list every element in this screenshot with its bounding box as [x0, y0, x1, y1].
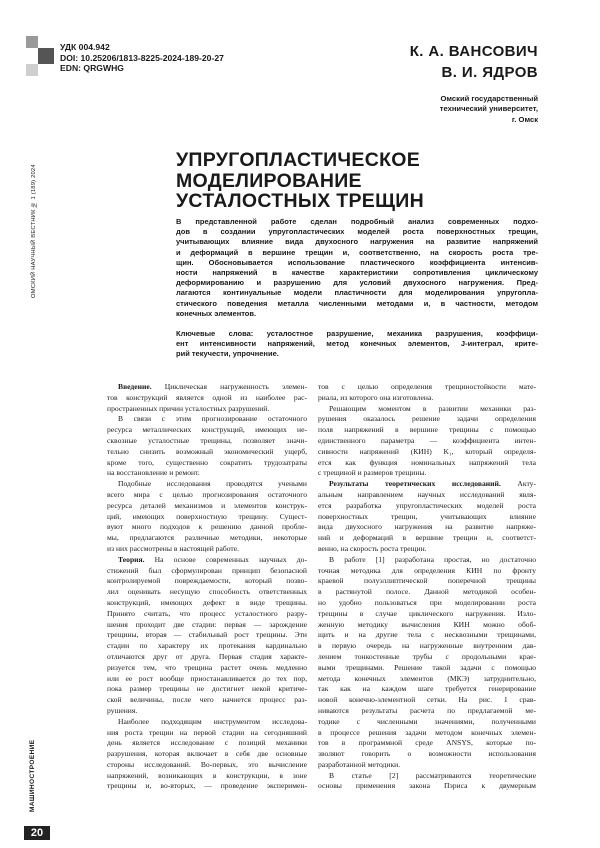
line-text: ниваются результаты расчета по предлагаемой ме- — [318, 705, 536, 715]
body-text-line — [318, 447, 536, 458]
line-text: кроме того, существенно сократить трудозатраты — [107, 457, 307, 467]
line-text: Акту- — [500, 479, 536, 489]
udk-code: УДК 004.942 — [60, 42, 110, 52]
line-text: Решающим моментом в развитии механики раз- — [329, 403, 536, 413]
abstract-line: учитывающих влияние вида двухосного нагружения на развитие напряжений — [176, 237, 538, 247]
abstract-line: стического поведения металла численными методами и, в частности, методом — [176, 298, 538, 308]
line-text: выми трещинами. Решение такой задачи с помощью — [318, 662, 536, 672]
author-name: В. И. ЯДРОВ — [441, 64, 538, 81]
body-text-line — [107, 501, 307, 512]
abstract-line: ности напряжений в качестве характеристики сопротивления циклическому — [176, 268, 538, 278]
line-text: контролируемой повреждаемости, который позво- — [107, 576, 307, 586]
line-text: В статье [2] рассматриваются теоретические — [329, 770, 536, 780]
line-text: новой конечно-элементной сетки. На рис. 1 срав- — [318, 695, 536, 705]
body-text-line — [318, 566, 536, 577]
body-text-line — [107, 544, 307, 555]
body-text-line — [318, 598, 536, 609]
corner-decor-square — [38, 48, 54, 64]
body-text-line — [318, 771, 536, 782]
body-text-line — [318, 522, 536, 533]
body-text-line — [318, 382, 536, 393]
line-text: точная методика для определения КИН по фронту — [318, 565, 536, 575]
section-running-head: МАШИНОСТРОЕНИЕ — [29, 739, 36, 812]
edn-code: EDN: QRGWHG — [60, 63, 124, 74]
page-number: 20 — [24, 826, 50, 840]
line-text: всего мира с целью прогнозирования остаточного — [107, 489, 307, 499]
body-text-line — [318, 555, 536, 566]
title-line: МОДЕЛИРОВАНИЕ — [176, 169, 362, 192]
line-text: рушения оказалось решение задачи определения — [318, 414, 536, 424]
body-text-line — [318, 393, 536, 404]
body-text-line — [107, 468, 307, 479]
body-text-line — [107, 749, 307, 760]
line-text: В работе [1] разработана простая, но достаточно — [329, 554, 536, 564]
line-text: стадии по характеру их протекания кардинально — [107, 641, 307, 651]
abstract-line: лагаются континуальные модели пластичности для моделирования упругопла- — [176, 288, 538, 298]
affiliation-line: технический университет, — [439, 104, 538, 114]
line-text: из них рассмотрены в настоящей работе. — [107, 543, 239, 553]
affiliation-line: г. Омск — [511, 114, 538, 124]
line-text: отличаются друг от друга. Первая стадия характе- — [107, 651, 307, 661]
body-text-line — [107, 566, 307, 577]
body-text-line — [107, 576, 307, 587]
line-text: мы, предлагаются различные методики, некоторые — [107, 533, 307, 543]
line-text: щить и на другие тела с несквозными трещинами, — [318, 630, 536, 640]
body-text-line — [107, 587, 307, 598]
line-text: тов с целью определения трещиностойкости мате- — [318, 382, 536, 391]
body-text-line — [318, 458, 536, 469]
body-text-line — [107, 436, 307, 447]
corner-decor-square — [26, 64, 38, 76]
line-text: ний и деформаций в вершине трещин и, соответст- — [318, 533, 536, 543]
body-text-line — [318, 609, 536, 620]
line-text: единственного параметра — коэффициента интен- — [318, 435, 536, 445]
line-text: альным направлением научных исследований явля- — [318, 489, 536, 499]
line-text: в первую очередь на нагруженные внутренним дав- — [318, 641, 536, 651]
body-text-line — [107, 695, 307, 706]
body-text-line — [318, 760, 536, 771]
line-text: зволяют говорить о возможности использования — [318, 749, 536, 759]
article-meta — [60, 42, 224, 74]
line-text: разрушения, которая включает в себя две основные — [107, 749, 307, 759]
line-text: ется разработка упругопластических моделей роста — [318, 500, 536, 510]
body-text-line — [318, 512, 536, 523]
abstract-line: В представленной работе сделан подробный анализ современных подхо- — [176, 217, 538, 226]
line-text: тодике с численными значениями, полученными — [318, 716, 536, 726]
section-heading: Теория. — [118, 554, 145, 564]
body-text-line — [107, 663, 307, 674]
line-text: пока размер трещины не достигнет некой критиче- — [107, 684, 307, 694]
line-text: ресурса деталей механизмов и элементов конструк- — [107, 500, 307, 510]
body-text-line — [107, 490, 307, 501]
body-text-line — [107, 512, 307, 523]
line-text: рушения. — [107, 705, 138, 715]
author-name: К. А. ВАНСОВИЧ — [409, 43, 538, 60]
body-text-line — [107, 425, 307, 436]
line-text: Наиболее подходящим инструментом исследова- — [118, 716, 307, 726]
line-text: Принято считать, что процесс усталостного разру- — [107, 608, 307, 618]
section-heading-line — [107, 555, 307, 566]
line-text: тельно снизить возможный экономический ущерб, — [107, 446, 307, 456]
section-heading: Введение. — [118, 382, 152, 391]
body-text-line — [107, 706, 307, 717]
line-text: краевой полуэллиптической поперечной трещины — [318, 576, 536, 586]
abstract-line: дов в создании упругопластических моделей роста поверхностных трещин, — [176, 227, 538, 237]
line-text: поля напряжений в вершине трещины с помощью — [318, 425, 536, 435]
body-text-line — [318, 587, 536, 598]
body-text-line — [318, 436, 536, 447]
keywords — [176, 329, 538, 360]
abstract-line: деформированию и разрушению для условий двухосного нагружения. Пред- — [176, 278, 538, 288]
body-text-line — [107, 652, 307, 663]
doi-link[interactable]: DOI: 10.25206/1813-8225-2024-189-20-27 — [60, 52, 224, 63]
line-text: вида двухосного нагружения на развитие напряже- — [318, 522, 536, 532]
line-text: пространенных причин усталостных разрушений. — [107, 403, 270, 413]
body-text-line — [107, 522, 307, 533]
line-text: основы применения закона Пэриса к двумерным — [318, 781, 536, 791]
line-text: вуют много подходов к решению данной пробле- — [107, 522, 307, 532]
body-text-line — [107, 674, 307, 685]
body-text-line — [107, 771, 307, 782]
line-text: В связи с этим прогнозирование остаточного — [118, 414, 307, 424]
body-text-line — [107, 620, 307, 631]
keywords-line: рий текучести, упрочнение. — [176, 349, 279, 359]
body-text-line — [318, 695, 536, 706]
line-text: но удобно пользоваться при моделировании роста — [318, 597, 536, 607]
abstract — [176, 217, 538, 319]
line-text: венно, на скорость роста трещин. — [318, 543, 427, 553]
body-text-line — [318, 501, 536, 512]
body-text-line — [107, 598, 307, 609]
body-text-line — [318, 684, 536, 695]
line-text: поверхностных трещин, учитывающих влияние — [318, 511, 536, 521]
body-text-line — [318, 620, 536, 631]
title-line: УПРУГОПЛАСТИЧЕСКОЕ — [176, 149, 421, 171]
line-text: разработанной методики. — [318, 759, 401, 769]
line-text: стижений был сформулирован принцип безопасной — [107, 565, 307, 575]
body-text-line — [107, 458, 307, 469]
body-text-line — [318, 663, 536, 674]
author-list — [410, 41, 538, 83]
body-text-line — [107, 781, 307, 792]
body-text-line — [107, 641, 307, 652]
body-text-line — [318, 749, 536, 760]
line-text: шения проходит две стадии: первая — зарождение — [107, 619, 307, 629]
line-text: Подобные исследования проводятся учеными — [118, 479, 307, 489]
keywords-line: ент интенсивности напряжений, метод конечных элементов, J-интеграл, крите- — [176, 339, 538, 349]
line-text: ется как функция номинальных напряжений тела — [318, 457, 536, 467]
line-text: Циклическая нагруженность элемен- — [151, 382, 307, 391]
section-heading: Результаты теоретических исследований. — [329, 479, 501, 489]
body-text-line — [107, 760, 307, 771]
body-text-line — [107, 630, 307, 641]
line-text: трещины и, во-вторых, — проведение эксперимен- — [107, 781, 307, 791]
line-text: стороны исследований. Во-первых, это вычисление — [107, 759, 307, 769]
body-text-line — [318, 576, 536, 587]
abstract-line: конечных элементов. — [176, 308, 257, 318]
body-text-line — [318, 630, 536, 641]
line-text: на восстановление и ремонт. — [107, 468, 200, 478]
line-text: ризуется тем, что трещина растет очень медленно — [107, 662, 307, 672]
keywords-line: Ключевые слова: усталостное разрушение, механика разрушения, коэффици- — [176, 329, 538, 338]
body-text-line — [318, 544, 536, 555]
line-text: лил оценивать несущую способность ответственных — [107, 587, 307, 597]
body-text-line — [318, 404, 536, 415]
line-text: метода конечных элементов (МКЭ) затруднительно, — [318, 673, 536, 683]
article-title — [176, 150, 424, 212]
line-text: тов в программной среде ANSYS, которые по- — [318, 738, 536, 748]
abstract-line: щин. Обосновывается использование пластического коэффициента интенсив- — [176, 257, 538, 267]
body-text-line — [318, 728, 536, 739]
line-text: в растянутой полосе. Данной методикой особен- — [318, 587, 536, 597]
line-text: ресурса металлических конструкций, имеющих не- — [107, 425, 307, 435]
line-text: день является исследование с позиций механики — [107, 738, 307, 748]
line-text: ской величины, после чего начнется процесс раз- — [107, 695, 307, 705]
title-line: УСТАЛОСТНЫХ ТРЕЩИН — [176, 190, 424, 212]
line-text: трещины, вторая — стабильный рост трещины. Эти — [107, 630, 307, 640]
line-text: так как на каждом шаге требуется генерирование — [318, 684, 536, 694]
body-text-line — [107, 728, 307, 739]
line-text: сквозные усталостные трещины, позволяет значи- — [107, 435, 307, 445]
line-text: или ее рост вообще приостанавливается до тех пор, — [107, 673, 307, 683]
body-column-left — [107, 382, 307, 792]
body-text-line — [107, 447, 307, 458]
line-text: ций, имеющих поверхностную трещину. Сущест- — [107, 511, 307, 521]
body-text-line — [318, 414, 536, 425]
body-text-line — [318, 781, 536, 792]
body-text-line — [318, 425, 536, 436]
corner-decor-square — [26, 36, 38, 48]
body-text-line — [318, 738, 536, 749]
body-text-line — [318, 490, 536, 501]
line-text: в процессе решения задачи методом конечных элемен- — [318, 727, 536, 737]
body-text-line — [318, 468, 536, 479]
body-text-line — [318, 717, 536, 728]
line-text: напряжений, возникающих в конструкции, в зоне — [107, 770, 307, 780]
section-heading-line — [107, 382, 307, 393]
line-text: сивности напряжений (КИН) K₁, который определя- — [318, 446, 536, 456]
body-text-line — [318, 674, 536, 685]
line-text: с трещиной и размеров трещины. — [318, 468, 427, 478]
body-text-line — [107, 393, 307, 404]
affiliation — [368, 94, 538, 125]
abstract-line: и деформаций в вершине трещин и, соответственно, на скорость роста тре- — [176, 247, 538, 257]
body-text-line — [107, 738, 307, 749]
affiliation-line: Омский государственный — [440, 94, 538, 103]
line-text: риала, из которого она изготовлена. — [318, 392, 434, 402]
body-text-line — [107, 609, 307, 620]
line-text: конструкций, имеющих дефект в виде трещины. — [107, 597, 307, 607]
body-text-line — [107, 533, 307, 544]
journal-running-head: ОМСКИЙ НАУЧНЫЙ ВЕСТНИК № 1 (189) 2024 — [31, 164, 37, 298]
body-text-line — [107, 717, 307, 728]
line-text: На основе современных научных до- — [144, 554, 307, 564]
line-text: трещины в случае циклического нагружения. Изло- — [318, 608, 536, 618]
body-text-line — [107, 414, 307, 425]
body-text-line — [318, 533, 536, 544]
line-text: женную методику вычисления КИН можно обоб- — [318, 619, 536, 629]
section-heading-line — [318, 479, 536, 490]
body-text-line — [318, 652, 536, 663]
body-column-right — [318, 382, 536, 792]
body-text-line — [107, 479, 307, 490]
line-text: тов конструкций является одной из наиболее рас- — [107, 392, 307, 402]
body-text-line — [318, 641, 536, 652]
line-text: ния роста трещин на первой стадии на сегодняшний — [107, 727, 307, 737]
body-text-line — [318, 706, 536, 717]
line-text: лением тонкостенные трубы с продольными крае- — [318, 651, 536, 661]
body-text-line — [107, 404, 307, 415]
body-text-line — [107, 684, 307, 695]
